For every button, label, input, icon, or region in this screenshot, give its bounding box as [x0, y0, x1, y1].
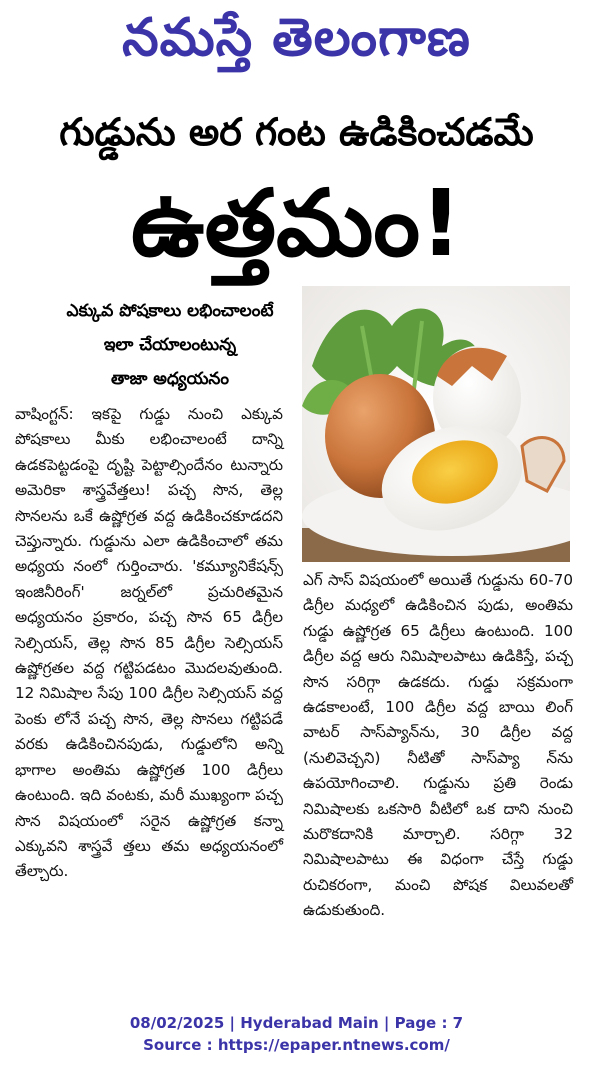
boiled-eggs-photo — [302, 286, 570, 562]
headline-line-1: గుడ్డును అర గంట ఉడికించడమే — [59, 110, 534, 154]
footer-source: Source : https://epaper.ntnews.com/ — [143, 1036, 450, 1054]
deck — [40, 294, 300, 396]
headline-line-2: ఉత్తమం! — [131, 170, 462, 277]
masthead — [0, 0, 593, 82]
deck-line: తాజా అధ్యయనం — [111, 369, 229, 389]
deck-line: ఎక్కువ పోషకాలు లభించాలంటే — [66, 301, 274, 321]
article-paragraph: ఎగ్ సాస్ విషయంలో అయితే గుడ్డును 60-70 డిగ్రీల మధ్యలో ఉడికించిన పుడు, అంతిమ గుడ్డు ఉష్ణోగ్రత 65 డిగ్రీలు ఉంటుంది. 100 డిగ్రీల వద్ద ఆరు నిమిషాలపాటు ఉడికిస్తే, పచ్చ సొన సరిగ్గా ఉడకదు. గుడ్డు సక్రమంగా ఉడకాలంటే, 100 డిగ్రీల వద్ద బాయి లింగ్ వాటర్ సాస్‌ప్యాన్‌ను, 30 డిగ్రీల వద్ద (నులివెచ్చని) నీటితో సాస్‌ప్యా న్‌ను ఉపయోగించాలి. గుడ్డును ప్రతి రెండు నిమిషాలకు ఒకసారి వీటిలో ఒక దాని నుంచి మరొకదానికి మార్చాలి. సరిగ్గా 32 నిమిషాలపాటు ఈ విధంగా చేస్తే గుడ్డు రుచికరంగా, మంచి పోషక విలువలతో ఉడుకుతుంది. — [303, 571, 573, 920]
newspaper-logo: నమస్తే తెలంగాణ — [122, 8, 471, 68]
deck-line: ఇలా చేయాలంటున్న — [103, 335, 237, 355]
footer-date-edition: 08/02/2025 | Hyderabad Main | Page : 7 — [129, 1014, 464, 1032]
article-paragraph: వాషింగ్టన్: ఇకపై గుడ్డు నుంచి ఎక్కువ పోషకాలు మీకు లభించాలంటే దాన్ని ఉడకపెట్టడంపై దృష్టి పెట్టాల్సిందేనం టున్నారు అమెరికా శాస్త్రవేత్తలు! పచ్చ సొన, తెల్ల సొనలను ఒకే ఉష్ణోగ్రత వద్ద ఉడికించకూడదని చెప్తున్నారు. గుడ్డును ఎలా ఉడికించాలో తమ అధ్యయ నంలో గుర్తించారు. 'కమ్యూనికేషన్స్ ఇంజినీరింగ్' జర్నల్‌లో ప్రచురితమైన అధ్యయనం ప్రకారం, పచ్చ సొన 65 డిగ్రీల సెల్సియస్, తెల్ల సొన 85 డిగ్రీల సెల్సియస్ ఉష్ణోగ్రతల వద్ద గట్టిపడటం మొదలవుతుంది. 12 నిమిషాల సేపు 100 డిగ్రీల సెల్సియస్ వద్ద పెంకు లోనే పచ్చ సొన, తెల్ల సొనలు గట్టిపడే వరకు ఉడికించినపుడు, గుడ్డులోని అన్ని భాగాల అంతిమ ఉష్ణోగ్రత 100 డిగ్రీలు ఉంటుంది. ఇది వంటకు, మరీ ముఖ్యంగా పచ్చ సొన విషయంలో సరైన ఉష్ణోగ్రత కన్నా ఎక్కువని శాస్త్రవే త్తలు తమ అధ్యయనంలో తేల్చారు. — [15, 405, 283, 881]
footer — [0, 1012, 593, 1056]
article-left-column — [15, 402, 283, 885]
article-right-column — [303, 568, 573, 924]
